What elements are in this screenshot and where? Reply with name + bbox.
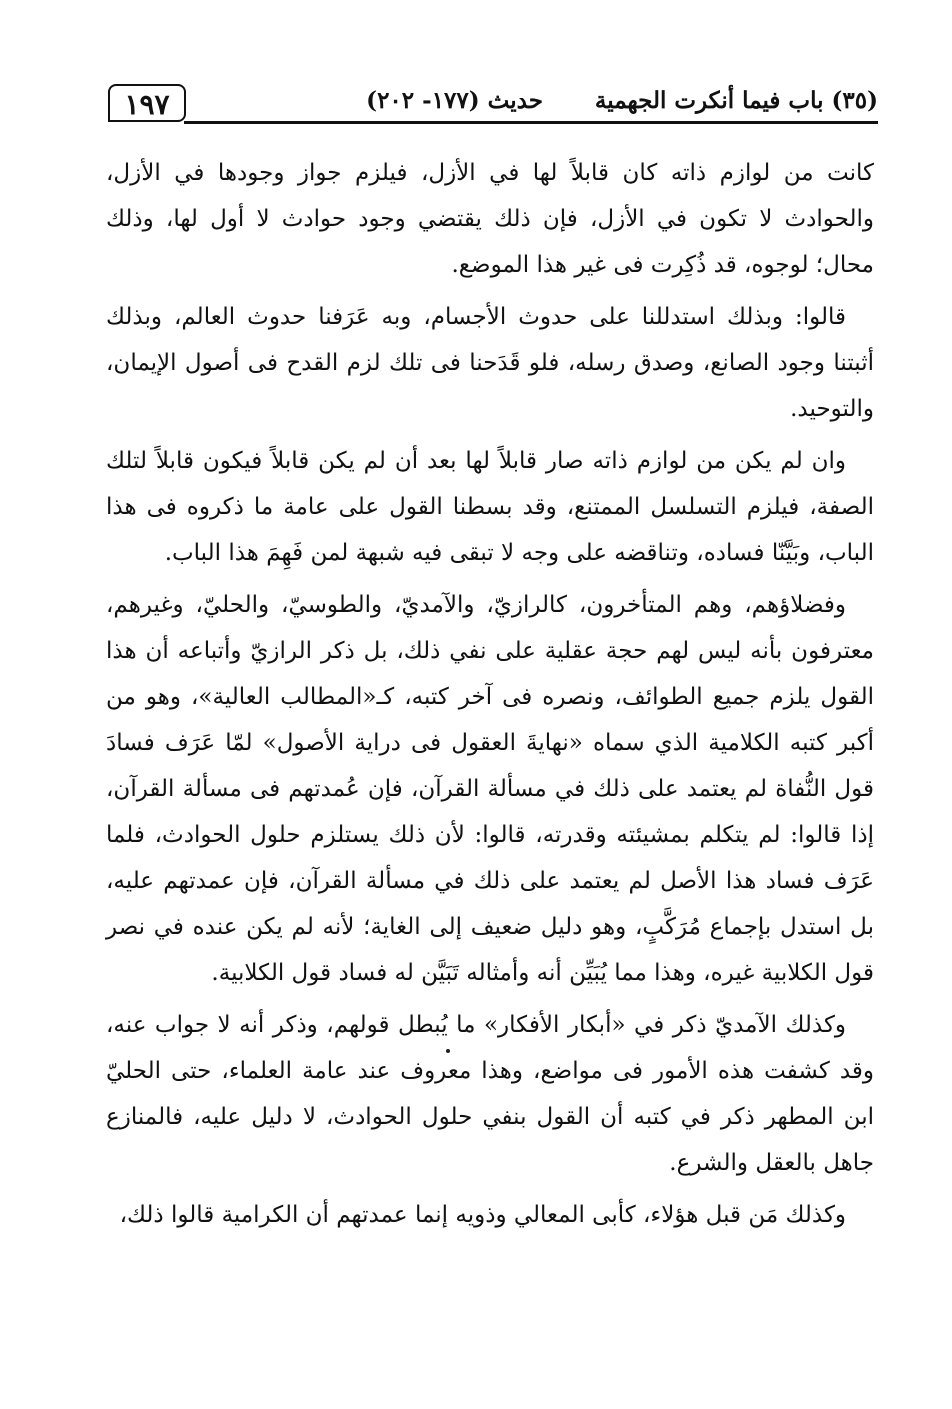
paragraph-6: وكذلك مَن قبل هؤلاء، كأبى المعالي وذويه إنما عمدتهم أن الكرامية قالوا ذلك، <box>119 1202 846 1228</box>
page-header <box>108 82 878 124</box>
paragraph-2: قالوا: وبذلك استدللنا على حدوث الأجسام، وبه عَرَفنا حدوث العالم، وبذلك أثبتنا وجود الصانع، وصدق رسله، فلو قَدَحنا فى تلك لزم القدح فى أصول الإيمان، والتوحيد. <box>106 304 874 422</box>
stray-mark <box>446 1049 450 1053</box>
chapter-title: (٣٥) باب فيما أنكرت الجهمية <box>594 86 878 114</box>
paragraph-4: وفضلاؤهم، وهم المتأخرون، كالرازيّ، والآمديّ، والطوسيّ، والحليّ، وغيرهم، معترفون بأنه ليس لهم حجة عقلية على نفي ذلك، بل ذكر الرازيّ وأتباعه أن هذا القول يلزم جميع الطوائف، ونصره فى آخر كتبه، كـ«المطالب العالية»، وهو من أكبر كتبه الكلامية الذي سماه «نهايةَ العقول فى دراية الأصول» لمّا عَرَف فسادَ قول النُّفاة لم يعتمد على ذلك في مسألة القرآن، فإن عُمدتهم فى مسألة القرآن، إذا قالوا: لم يتكلم بمشيئته وقدرته، قالوا: لأن ذلك يستلزم حلول الحوادث، فلما عَرَف فساد هذا الأصل لم يعتمد على ذلك في مسألة القرآن، فإن عمدتهم عليه، بل استدل بإجماع مُرَكَّبٍ، وهو دليل ضعيف إلى الغاية؛ لأنه لم يكن عنده في نصر قول الكلابية غيره، وهذا مما يُبَيِّن أنه وأمثاله تَبَيَّن له فساد قول الكلابية. <box>106 592 874 986</box>
paragraph-3: وان لم يكن من لوازم ذاته صار قابلاً لها بعد أن لم يكن قابلاً فيكون قابلاً لتلك الصفة، فيلزم التسلسل الممتنع، وقد بسطنا القول على عامة ما ذكروه فى هذا الباب، وبَيَّنّا فساده، وتناقضه على وجه لا تبقى فيه شبهة لمن فَهِمَ هذا الباب. <box>106 448 874 566</box>
page-body <box>106 150 874 1244</box>
header-rule <box>184 121 878 124</box>
paragraph-5: وكذلك الآمديّ ذكر في «أبكار الأفكار» ما يُبطل قولهم، وذكر أنه لا جواب عنه، وقد كشفت هذه الأمور فى مواضع، وهذا معروف عند عامة العلماء، حتى الحليّ ابن المطهر ذكر في كتبه أن القول بنفي حلول الحوادث، لا دليل عليه، فالمنازع جاهل بالعقل والشرع. <box>106 1012 874 1176</box>
page-number: ١٩٧ <box>108 84 186 122</box>
running-head <box>204 82 878 118</box>
hadith-range: حديث (١٧٧- ٢٠٢) <box>366 86 543 114</box>
paragraph-1: كانت من لوازم ذاته كان قابلاً لها في الأزل، فيلزم جواز وجودها في الأزل، والحوادث لا تكون في الأزل، فإن ذلك يقتضي وجود حوادث لا أول لها، وذلك محال؛ لوجوه، قد ذُكِرت فى غير هذا الموضع. <box>106 160 874 278</box>
